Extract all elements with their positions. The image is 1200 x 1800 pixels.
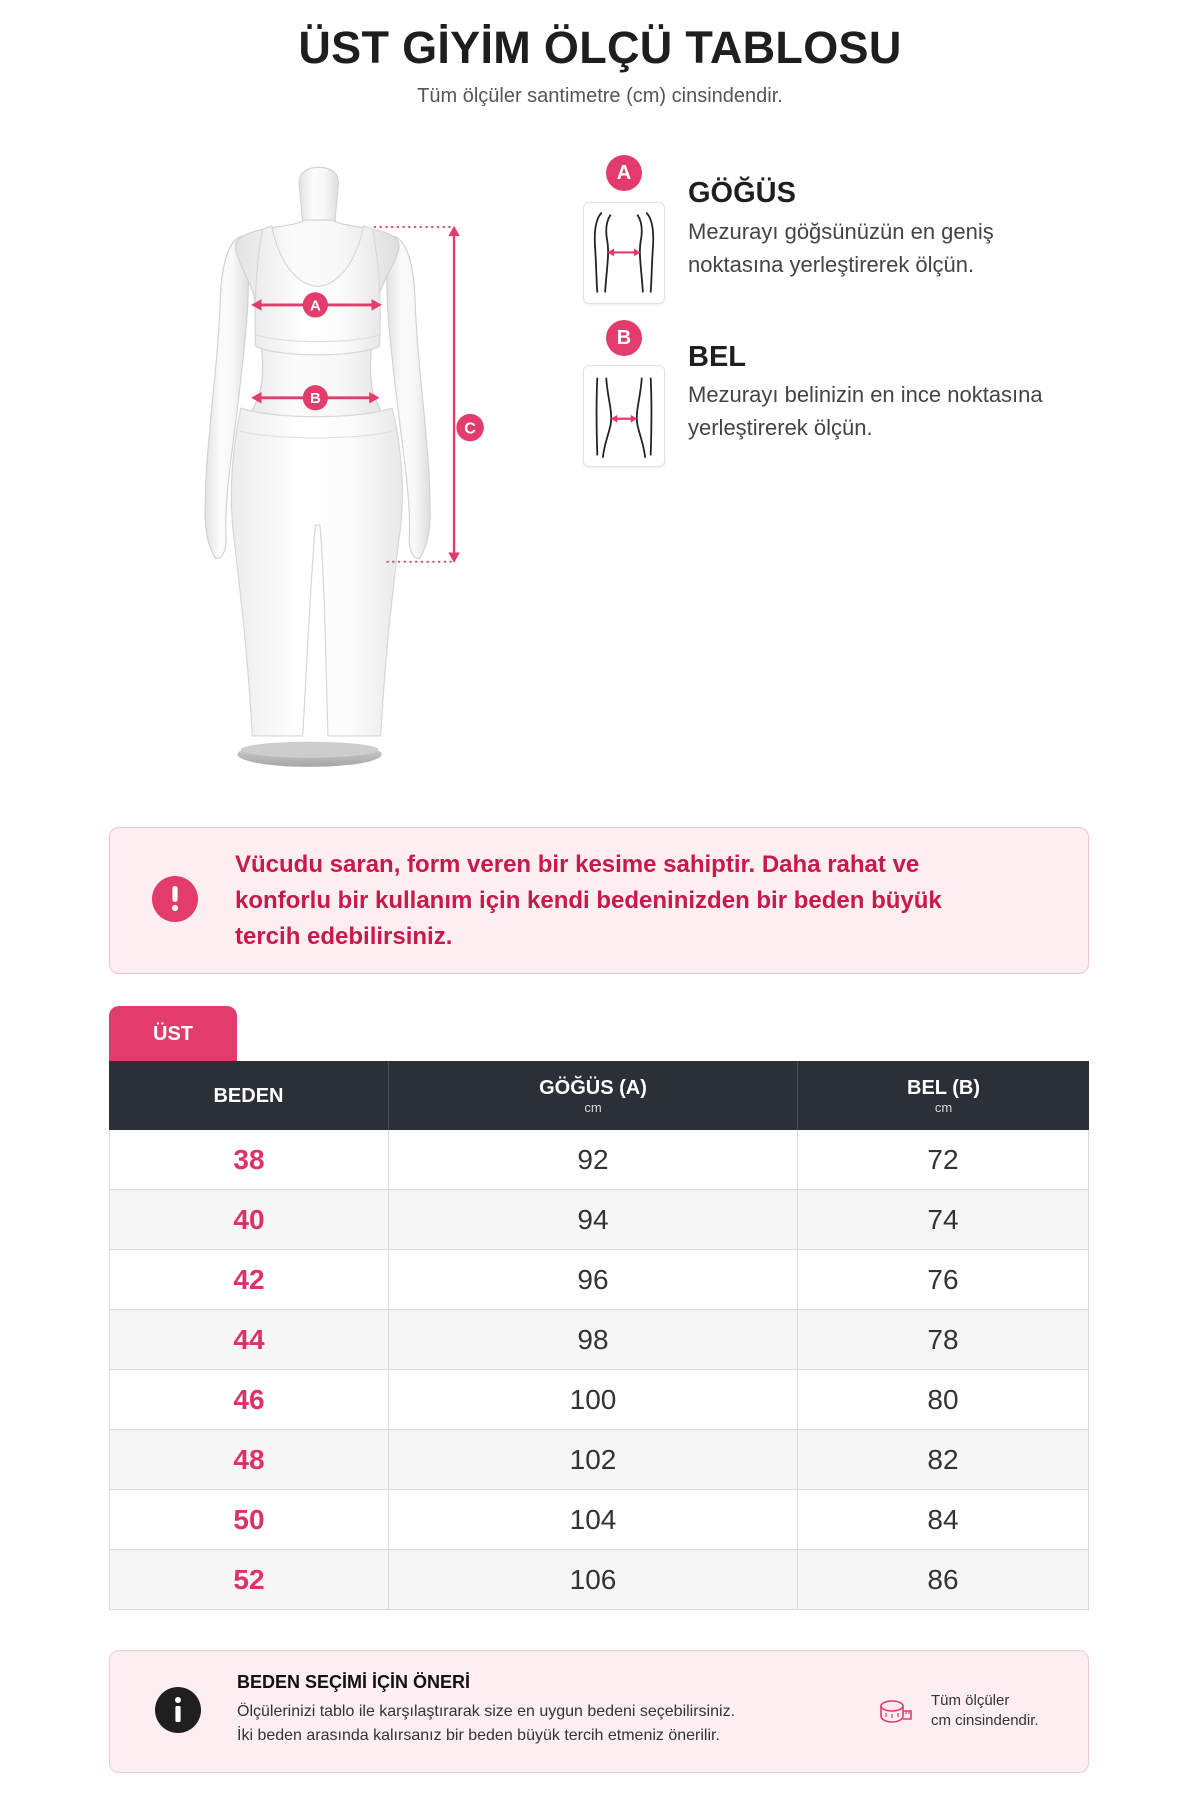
column-header-label: BEL (B) xyxy=(907,1076,980,1099)
tab-ust[interactable]: ÜST xyxy=(109,1006,237,1062)
chest-cell: 106 xyxy=(389,1550,798,1609)
waist-description-line: Mezurayı belinizin en ince noktasına xyxy=(688,382,1043,407)
column-header-waist xyxy=(798,1061,1089,1130)
table-row xyxy=(110,1130,1088,1190)
size-cell: 52 xyxy=(110,1550,389,1609)
table-row xyxy=(110,1250,1088,1310)
table-row xyxy=(110,1370,1088,1430)
tip-note-line: cm cinsindendir. xyxy=(931,1712,1039,1729)
chest-measure-icon-graphic xyxy=(584,203,664,303)
size-cell: 50 xyxy=(110,1490,389,1549)
waist-description-line: yerleştirerek ölçün. xyxy=(688,415,873,440)
waist-measure-icon xyxy=(583,365,665,467)
chest-description-line: noktasına yerleştirerek ölçün. xyxy=(688,252,975,277)
chest-description xyxy=(688,215,994,281)
waist-title: BEL xyxy=(688,341,746,373)
waist-badge: B xyxy=(606,320,642,356)
column-header-unit: cm xyxy=(934,1099,953,1115)
chest-cell: 104 xyxy=(389,1490,798,1549)
fit-warning-line: Vücudu saran, form veren bir kesime sahiptir. Daha rahat ve xyxy=(235,851,920,878)
waist-cell: 78 xyxy=(927,1323,959,1355)
leggings xyxy=(231,408,402,736)
page-title: ÜST GİYİM ÖLÇÜ TABLOSU xyxy=(298,22,902,73)
size-table xyxy=(109,1061,1089,1610)
page-subtitle: Tüm ölçüler santimetre (cm) cinsindendir. xyxy=(417,85,783,107)
tip-text xyxy=(237,1700,735,1748)
chest-cell: 94 xyxy=(389,1190,798,1249)
table-row xyxy=(110,1190,1088,1250)
waist-description xyxy=(688,378,1043,444)
fit-warning-line: tercih edebilirsiniz. xyxy=(235,923,453,950)
tip-line: Ölçülerinizi tablo ile karşılaştırarak size en uygun bedeni seçebilirsiniz. xyxy=(237,1703,736,1720)
chest-cell: 98 xyxy=(389,1310,798,1369)
chest-cell: 100 xyxy=(389,1370,798,1429)
table-header xyxy=(109,1061,1089,1130)
chest-cell: 92 xyxy=(389,1130,798,1189)
chest-title: GÖĞÜS xyxy=(688,177,796,209)
tip-line: İki beden arasında kalırsanız bir beden büyük tercih etmeniz önerilir. xyxy=(237,1727,720,1744)
chest-description-line: Mezurayı göğsünüzün en geniş xyxy=(688,219,994,244)
chest-cell: 102 xyxy=(389,1430,798,1489)
column-header-label: GÖĞÜS (A) xyxy=(539,1076,647,1099)
table-row xyxy=(110,1310,1088,1370)
column-header-label: BEDEN xyxy=(213,1084,284,1107)
waist-cell: 76 xyxy=(927,1263,959,1295)
tip-note-line: Tüm ölçüler xyxy=(931,1692,1010,1709)
tip-title: BEDEN SEÇİMİ İÇİN ÖNERİ xyxy=(237,1672,471,1692)
mannequin-illustration xyxy=(172,149,516,791)
waist-cell: 74 xyxy=(927,1203,959,1235)
waist-cell: 84 xyxy=(927,1503,959,1535)
tape-measure-icon xyxy=(878,1696,914,1728)
size-cell: 44 xyxy=(110,1310,389,1369)
size-cell: 46 xyxy=(110,1370,389,1429)
chest-badge: A xyxy=(606,155,642,191)
tip-unit-note xyxy=(931,1691,1039,1731)
size-cell: 48 xyxy=(110,1430,389,1489)
waist-label: B xyxy=(309,391,321,408)
size-cell: 38 xyxy=(110,1130,389,1189)
column-header-size xyxy=(109,1061,389,1130)
waist-cell: 82 xyxy=(927,1443,959,1475)
waist-cell: 80 xyxy=(927,1383,959,1415)
size-cell: 42 xyxy=(110,1250,389,1309)
table-body xyxy=(109,1130,1089,1610)
waist-cell: 86 xyxy=(927,1563,959,1595)
column-header-chest xyxy=(389,1061,798,1130)
length-label: C xyxy=(464,419,476,438)
chest-measure-icon xyxy=(583,202,665,304)
waist-cell: 72 xyxy=(927,1143,959,1175)
chest-cell: 96 xyxy=(389,1250,798,1309)
fit-warning-line: konforlu bir kullanım için kendi bedeninizden bir beden büyük xyxy=(235,887,942,914)
table-row xyxy=(110,1550,1088,1610)
info-icon xyxy=(155,1687,201,1733)
mannequin-base-top xyxy=(241,742,379,758)
exclamation-icon xyxy=(152,876,198,922)
size-cell: 40 xyxy=(110,1190,389,1249)
fit-warning-text xyxy=(235,847,942,955)
waist-measure-icon-graphic xyxy=(584,366,664,466)
chest-label: A xyxy=(309,298,321,315)
column-header-unit: cm xyxy=(584,1099,602,1115)
table-row xyxy=(110,1430,1088,1490)
table-row xyxy=(110,1490,1088,1550)
